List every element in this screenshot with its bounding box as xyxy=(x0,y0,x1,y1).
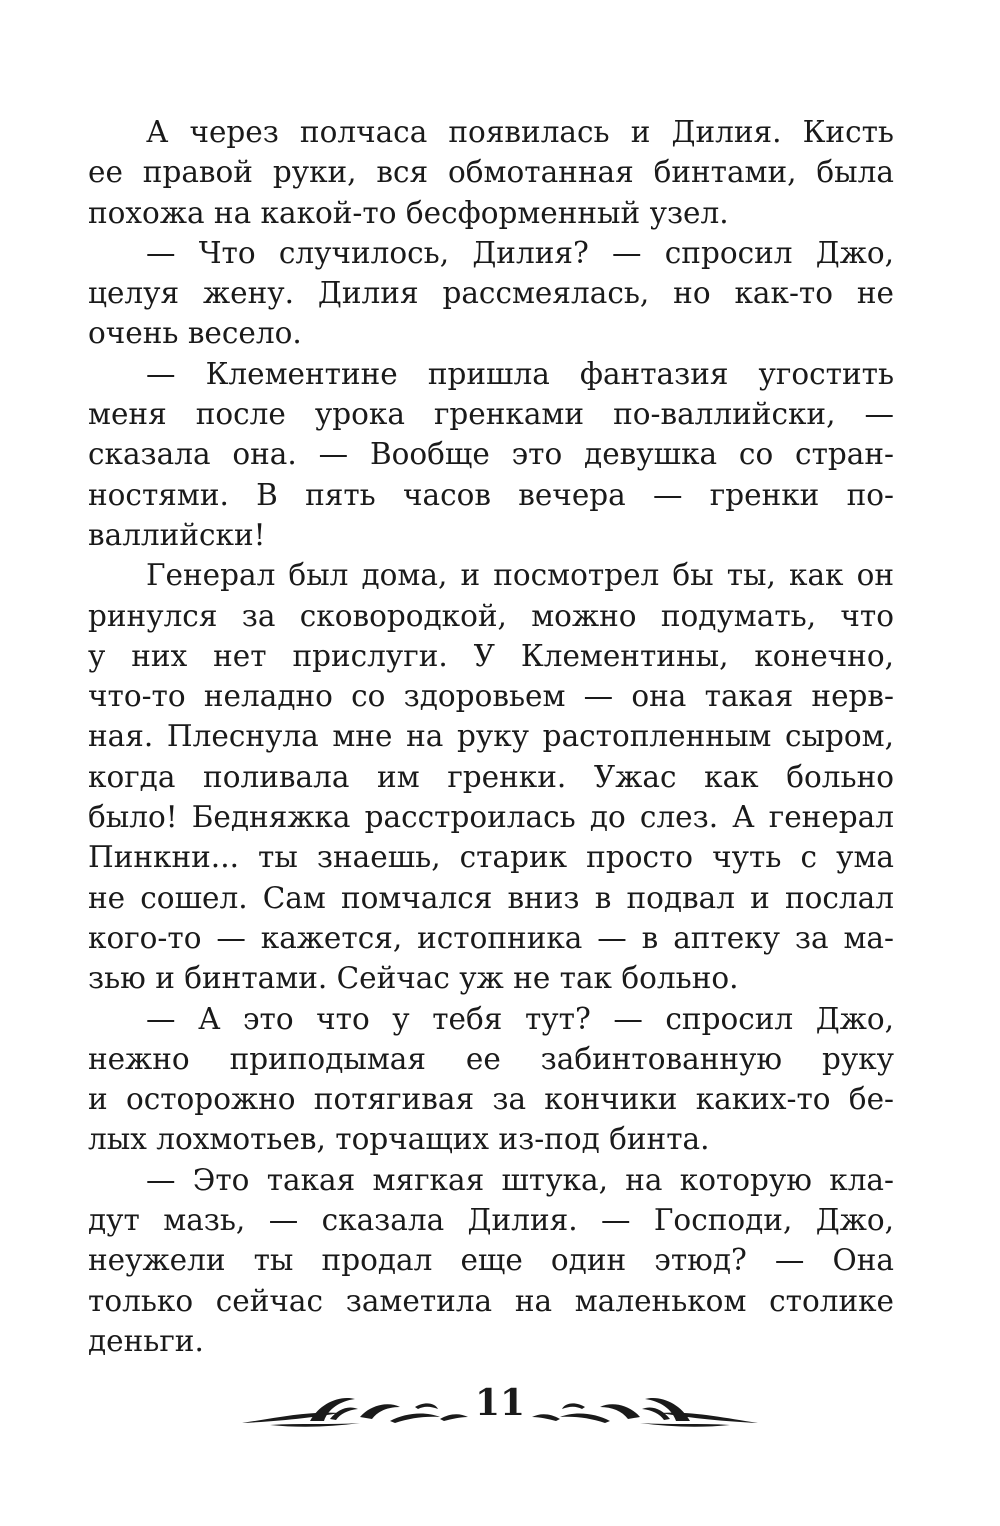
text-line: только сейчас заметила на маленьком столике xyxy=(88,1283,894,1318)
book-page-text xyxy=(88,112,894,1361)
text-line: неужели ты продал еще один этюд? — Она xyxy=(88,1243,894,1278)
text-line: не сошел. Сам помчался вниз в подвал и послал xyxy=(88,880,894,915)
text-line: лых лохмотьев, торчащих из-под бинта. xyxy=(88,1122,710,1157)
text-line: целуя жену. Дилия рассмеялась, но как-то не xyxy=(88,276,894,311)
text-line: у них нет прислуги. У Клементины, конечно, xyxy=(88,638,894,673)
text-line: нежно приподымая ее забинтованную руку xyxy=(88,1041,894,1076)
text-line: меня после урока гренками по-валлийски, — xyxy=(88,397,894,432)
text-line: зью и бинтами. Сейчас уж не так больно. xyxy=(88,961,739,996)
text-line: сказала она. — Вообще это девушка со стран- xyxy=(88,437,894,472)
page-footer xyxy=(240,1383,760,1439)
paragraph-first-line: А через полчаса появилась и Дилия. Кисть xyxy=(146,115,894,149)
text-line: было! Бедняжка расстроилась до слез. А генерал xyxy=(88,800,894,835)
text-line: очень весело. xyxy=(88,316,302,351)
text-line: деньги. xyxy=(88,1323,204,1358)
text-line: ринулся за сковородкой, можно подумать, что xyxy=(88,598,894,633)
text-line: похожа на какой-то бесформенный узел. xyxy=(88,195,729,230)
text-line: Пинкни... ты знаешь, старик просто чуть с ума xyxy=(88,840,894,875)
paragraph-first-line: — Что случилось, Дилия? — спросил Джо, xyxy=(146,235,894,270)
text-line: кого-то — кажется, истопника — в аптеку за ма- xyxy=(88,920,894,955)
text-line: ностями. В пять часов вечера — гренки по- xyxy=(88,477,894,512)
text-line: дут мазь, — сказала Дилия. — Господи, Джо, xyxy=(88,1203,894,1238)
paragraph-first-line: Генерал был дома, и посмотрел бы ты, как он xyxy=(146,558,894,593)
text-line: когда поливала им гренки. Ужас как больно xyxy=(88,759,894,794)
paragraph-first-line: — Клементине пришла фантазия угостить xyxy=(146,356,894,391)
text-line: ная. Плеснула мне на руку растопленным сыром, xyxy=(88,719,894,754)
page-number: 11 xyxy=(474,1382,526,1424)
text-line: и осторожно потягивая за кончики каких-то бе- xyxy=(88,1082,894,1117)
paragraph-first-line: — А это что у тебя тут? — спросил Джо, xyxy=(146,1001,894,1036)
text-line: ее правой руки, вся обмотанная бинтами, была xyxy=(88,155,894,190)
text-line: валлийски! xyxy=(88,517,266,552)
text-line: что-то неладно со здоровьем — она такая нерв- xyxy=(88,679,894,714)
paragraph-first-line: — Это такая мягкая штука, на которую кла- xyxy=(146,1162,894,1197)
